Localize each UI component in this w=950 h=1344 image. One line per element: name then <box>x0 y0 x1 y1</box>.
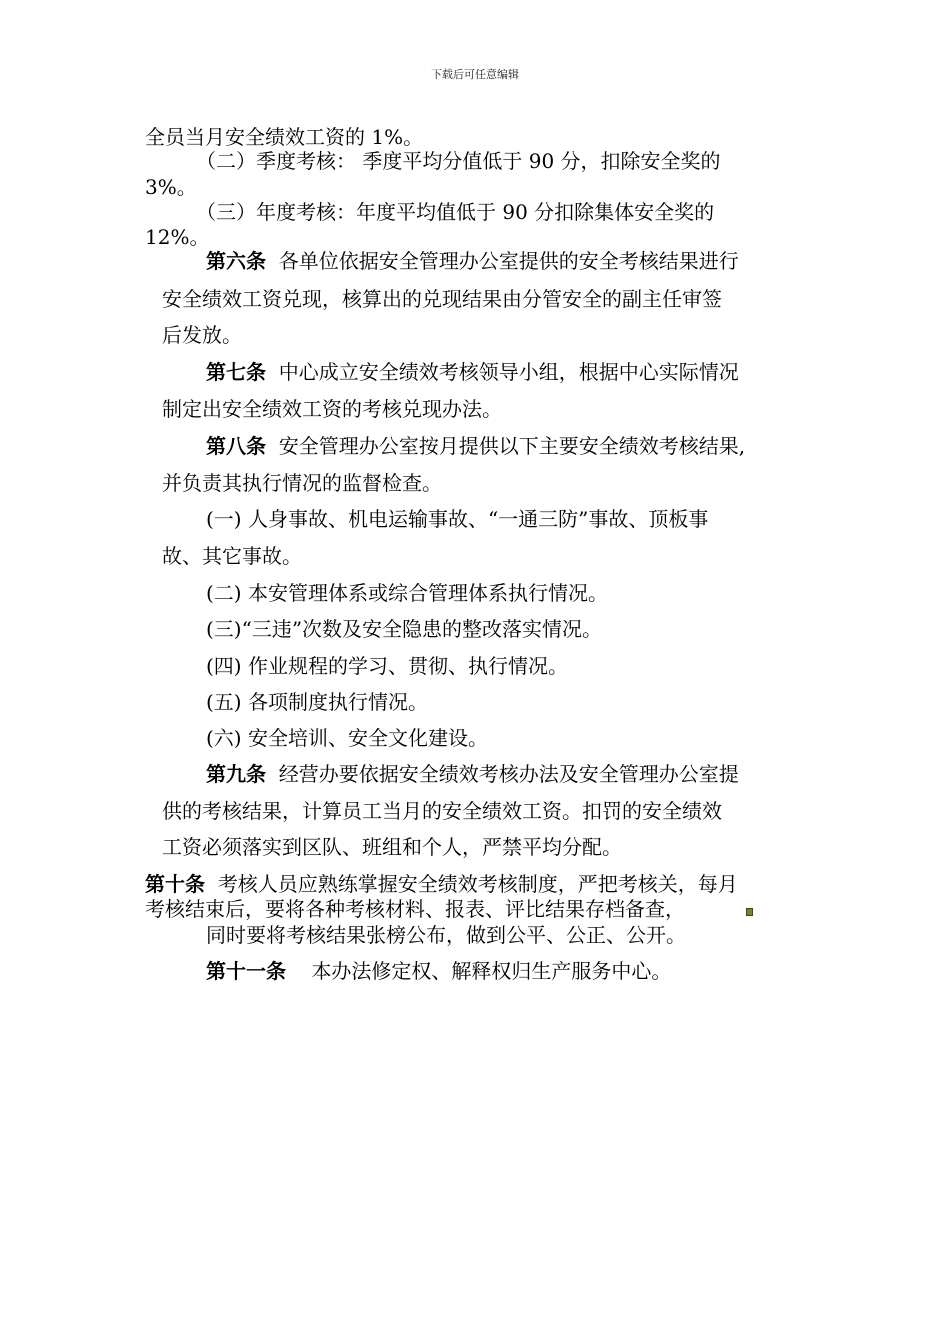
page-header: 下载后可任意编辑 <box>431 68 519 81</box>
article-title: 第七条 <box>206 360 266 384</box>
article-title: 第六条 <box>206 249 266 273</box>
article-7 <box>206 359 739 385</box>
list-item: (五) 各项制度执行情况。 <box>206 690 428 714</box>
article-title: 第九条 <box>206 762 266 786</box>
article-title: 第十一条 <box>206 959 286 983</box>
article-9 <box>206 761 739 787</box>
text-line: 故、其它事故。 <box>162 544 302 568</box>
text-line: 考核结束后，要将各种考核材料、报表、评比结果存档备查， <box>145 897 685 921</box>
anchor-marker-icon <box>746 908 753 916</box>
article-title: 第八条 <box>206 434 266 458</box>
article-6 <box>206 248 739 274</box>
text-line: 3%。 <box>145 175 197 199</box>
text-line: 同时要将考核结果张榜公布，做到公平、公正、公开。 <box>206 923 686 947</box>
list-item: (一) 人身事故、机电运输事故、“一通三防”事故、顶板事 <box>206 507 709 531</box>
article-title: 第十条 <box>145 872 205 896</box>
article-10 <box>145 871 738 897</box>
text-line: 供的考核结果，计算员工当月的安全绩效工资。扣罚的安全绩效 <box>162 799 722 823</box>
text-line: 工资必须落实到区队、班组和个人，严禁平均分配。 <box>162 835 622 859</box>
article-text: 安全管理办公室按月提供以下主要安全绩效考核结果, <box>278 434 746 458</box>
article-text: 经营办要依据安全绩效考核办法及安全管理办公室提 <box>278 762 739 786</box>
list-item: (三)“三违”次数及安全隐患的整改落实情况。 <box>206 617 603 641</box>
text-line: （三）年度考核：年度平均值低于 90 分扣除集体安全奖的 <box>196 200 715 224</box>
article-text: 本办法修定权、解释权归生产服务中心。 <box>311 959 672 983</box>
article-8 <box>206 433 745 459</box>
article-11 <box>206 958 671 984</box>
list-item: (四) 作业规程的学习、贯彻、执行情况。 <box>206 654 568 678</box>
text-line: 后发放。 <box>162 323 242 347</box>
list-item: (二) 本安管理体系或综合管理体系执行情况。 <box>206 581 608 605</box>
article-text: 中心成立安全绩效考核领导小组，根据中心实际情况 <box>278 360 739 384</box>
text-line: 12%。 <box>145 225 210 249</box>
text-line: 制定出安全绩效工资的考核兑现办法。 <box>162 397 502 421</box>
text-line: 全员当月安全绩效工资的 1%。 <box>145 125 424 149</box>
list-item: (六) 安全培训、安全文化建设。 <box>206 726 488 750</box>
text-line: 并负责其执行情况的监督检查。 <box>162 471 442 495</box>
text-line: （二）季度考核： 季度平均分值低于 90 分，扣除安全奖的 <box>196 149 721 173</box>
article-text: 考核人员应熟练掌握安全绩效考核制度，严把考核关，每月 <box>217 872 738 896</box>
text-line: 安全绩效工资兑现，核算出的兑现结果由分管安全的副主任审签 <box>162 287 722 311</box>
article-text: 各单位依据安全管理办公室提供的安全考核结果进行 <box>278 249 739 273</box>
